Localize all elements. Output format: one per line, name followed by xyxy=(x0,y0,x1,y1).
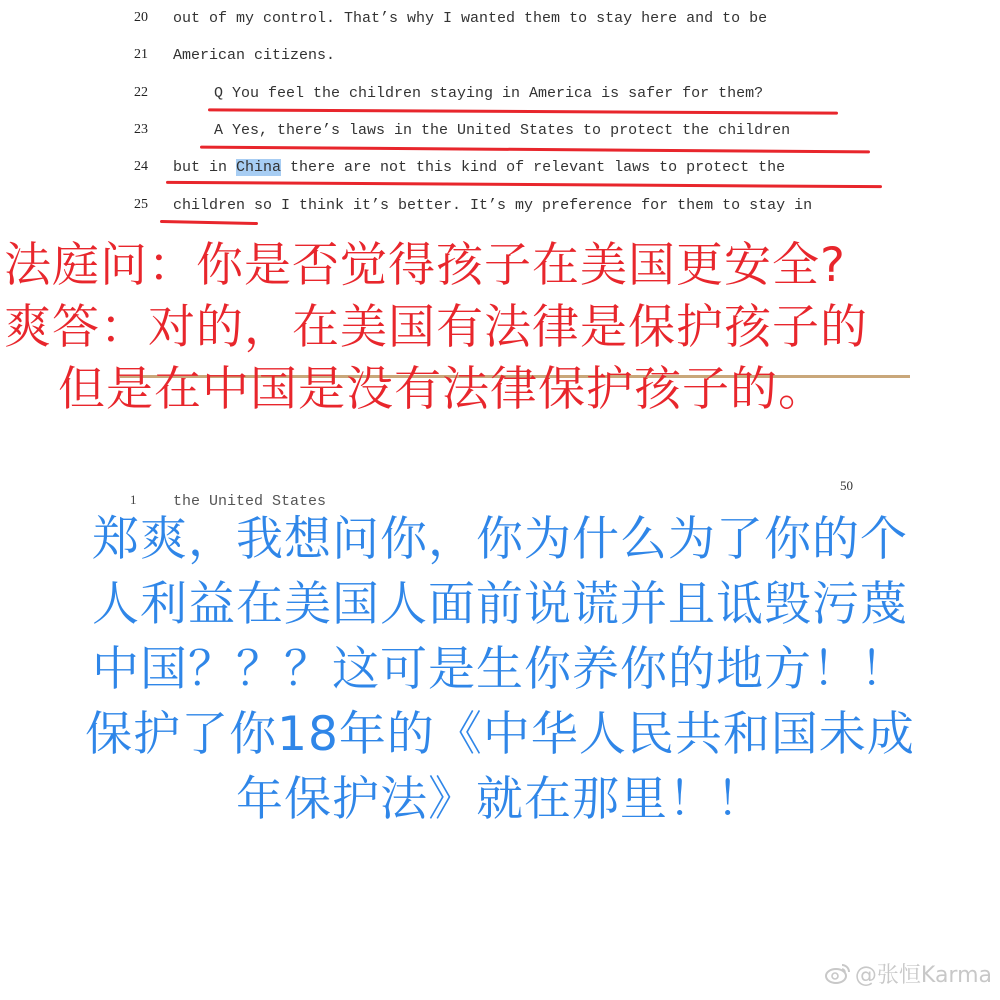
caption-blue-line: 中国？？？这可是生你养你的地方！！ xyxy=(92,642,908,697)
caption-blue-line: 郑爽，我想问你，你为什么为了你的个 xyxy=(92,512,908,567)
caption-red-line: 爽答：对的，在美国有法律是保护孩子的 xyxy=(4,300,868,355)
weibo-icon xyxy=(825,962,851,990)
line-text xyxy=(173,159,785,176)
caption-blue-line: 保护了你18年的《中华人民共和国未成 xyxy=(85,707,915,762)
transcript-line xyxy=(0,47,1000,77)
line-text-post: there are not this kind of relevant laws to protect the xyxy=(281,159,786,176)
transcript-line xyxy=(0,197,1000,227)
page-number: 50 xyxy=(840,478,853,493)
caption-blue-line: 年保护法》就在那里！！ xyxy=(236,772,764,827)
caption-blue-line: 人利益在美国人面前说谎并且诋毁污蔑 xyxy=(92,577,908,632)
line-number: 25 xyxy=(134,197,148,212)
line-number: 20 xyxy=(134,10,148,25)
line-number: 23 xyxy=(134,122,148,137)
line-text: American citizens. xyxy=(173,47,336,64)
next-line-text: the United States xyxy=(173,493,327,510)
caption-red-line: 法庭问：你是否觉得孩子在美国更安全? xyxy=(4,238,846,293)
caption-red-line: 但是在中国是没有法律保护孩子的。 xyxy=(58,362,826,417)
line-text: Q You feel the children staying in America is safer for them? xyxy=(214,85,764,102)
watermark-text: @张恒Karma xyxy=(854,963,992,988)
line-text: out of my control. That’s why I wanted them to stay here and to be xyxy=(173,10,768,27)
line-number: 24 xyxy=(134,159,148,174)
line-text-pre: but in xyxy=(173,159,237,176)
next-line-number: 1 xyxy=(130,492,137,507)
line-text: A Yes, there’s laws in the United States to protect the children xyxy=(214,122,791,139)
line-number: 21 xyxy=(134,47,148,62)
line-number: 22 xyxy=(134,85,148,100)
line-text: children so I think it’s better. It’s my preference for them to stay in xyxy=(173,197,813,214)
transcript-excerpt xyxy=(0,0,1000,230)
highlighted-word: China xyxy=(236,159,282,176)
transcript-line xyxy=(0,10,1000,40)
weibo-watermark xyxy=(825,958,992,990)
